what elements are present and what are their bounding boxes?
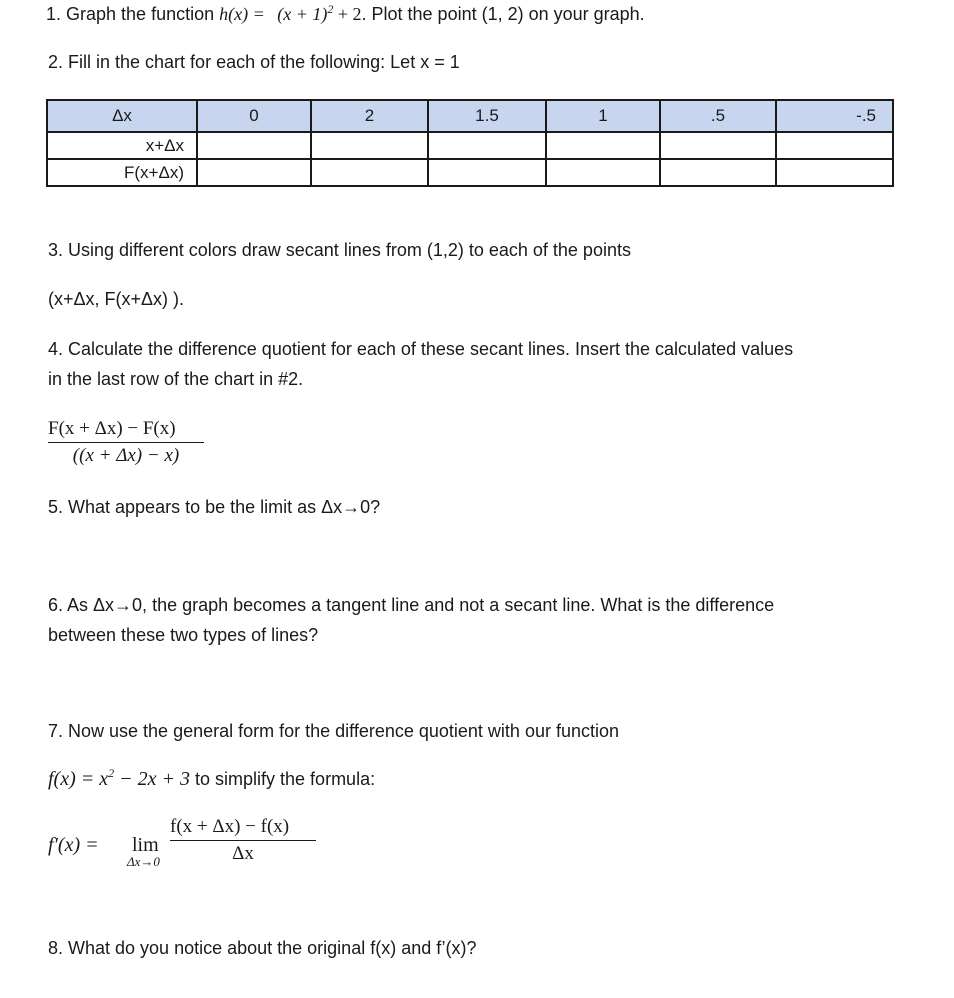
answer-cell[interactable] [197, 132, 311, 159]
question-4-line-2: in the last row of the chart in #2. [48, 369, 304, 389]
question-6-line-1: 6. As Δx→0, the graph becomes a tangent line and not a secant line. What is the difference [48, 595, 775, 615]
table-row-delta-x [47, 100, 893, 132]
answer-cell[interactable] [197, 159, 311, 186]
table-row-x-plus-dx [47, 132, 893, 159]
question-6-line-2: between these two types of lines? [48, 625, 319, 645]
dx-value-cell: 2 [311, 100, 428, 132]
fraction-bar [170, 840, 316, 841]
difference-quotient-fraction [48, 418, 204, 467]
answer-cell[interactable] [311, 159, 428, 186]
q7-suffix: to simplify the formula: [190, 769, 376, 789]
question-3-line-2: (x+Δx, F(x+Δx) ). [48, 289, 185, 309]
answer-cell[interactable] [428, 159, 546, 186]
q1-prefix: 1. Graph the function [46, 4, 220, 24]
q1-suffix: . Plot the point (1, 2) on your graph. [361, 4, 645, 24]
q1-function-body: (x + 1) [277, 4, 328, 24]
derivative-numerator: f(x + Δx) − f(x) [170, 816, 290, 837]
derivative-fraction [170, 816, 316, 865]
dx-value-cell: 1 [546, 100, 660, 132]
question-4-line-1: 4. Calculate the difference quotient for each of these secant lines. Insert the calculated values [48, 339, 794, 359]
dx-value-cell: 0 [197, 100, 311, 132]
answer-cell[interactable] [776, 159, 893, 186]
dx-value-cell: -.5 [776, 100, 893, 132]
dq-denominator: ((x + Δx) − x) [72, 445, 180, 466]
row-label-x-plus-dx: x+Δx [47, 132, 197, 159]
question-3-line-1: 3. Using different colors draw secant lines from (1,2) to each of the points [48, 240, 631, 260]
question-1 [46, 4, 645, 25]
q7-exponent: 2 [108, 766, 115, 780]
q1-function-tail: + 2 [333, 4, 362, 24]
answer-cell[interactable] [660, 132, 776, 159]
question-5: 5. What appears to be the limit as Δx→0? [48, 497, 381, 517]
question-7-line-1: 7. Now use the general form for the difference quotient with our function [48, 721, 619, 741]
answer-cell[interactable] [546, 159, 660, 186]
q1-function-name: h(x) = [219, 4, 270, 24]
answer-cell[interactable] [546, 132, 660, 159]
answer-cell[interactable] [311, 132, 428, 159]
row-label-f-of-x-plus-dx: F(x+Δx) [47, 159, 197, 186]
dx-value-cell: 1.5 [428, 100, 546, 132]
delta-x-chart [46, 99, 894, 187]
question-2: 2. Fill in the chart for each of the following: Let x = 1 [48, 52, 460, 72]
derivative-lhs: f′(x) = [48, 834, 99, 856]
table-row-f-of-x-plus-dx [47, 159, 893, 186]
question-8: 8. What do you notice about the original f(x) and f’(x)? [48, 938, 477, 958]
derivative-definition [48, 816, 348, 876]
row-label-delta-x: Δx [47, 100, 197, 132]
question-7-line-2 [48, 768, 375, 791]
fraction-bar [48, 442, 204, 443]
answer-cell[interactable] [660, 159, 776, 186]
dx-value-cell: .5 [660, 100, 776, 132]
q7-function-lhs: f(x) = x [48, 768, 109, 790]
q1-exponent: 2 [327, 2, 334, 16]
answer-cell[interactable] [428, 132, 546, 159]
limit-operator: lim [132, 834, 159, 856]
q7-function-rest: − 2x + 3 [114, 768, 191, 790]
dq-numerator: F(x + Δx) − F(x) [48, 418, 176, 439]
limit-subscript: Δx→0 [127, 854, 160, 869]
answer-cell[interactable] [776, 132, 893, 159]
derivative-denominator: Δx [232, 843, 254, 864]
